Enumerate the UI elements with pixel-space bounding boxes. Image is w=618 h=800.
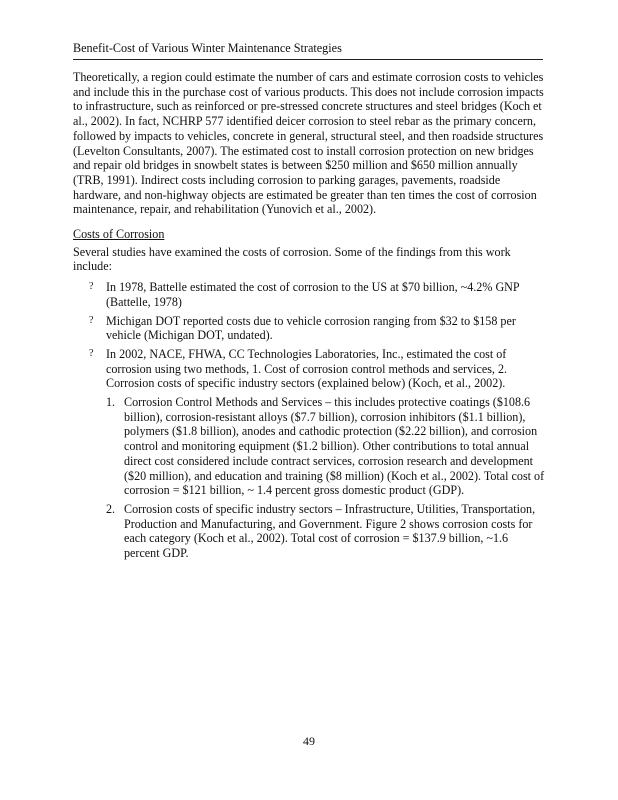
bullet-glyph: ? xyxy=(89,281,94,293)
sublist-item-text: Corrosion costs of specific industry sectors – Infrastructure, Utilities, Transportation, Production and Manufacturing, and Government. Figure 2 shows corrosion costs for each category (Koch et al., 2002). Total cost of corrosion = $137.9 billion, ~1.6 percent GDP. xyxy=(124,501,536,561)
section-heading: Costs of Corrosion xyxy=(73,227,165,242)
page-content xyxy=(73,70,545,565)
section-intro: Several studies have examined the costs of corrosion. Some of the findings from this work include: xyxy=(73,244,511,274)
sublist-number: 1. xyxy=(106,395,116,410)
sublist-number: 2. xyxy=(106,501,116,516)
sublist-item-text: Corrosion Control Methods and Services – this includes protective coatings ($108.6 billion), corrosion-resistant alloys ($7.7 billion), corrosion inhibitors ($1.1 billion), polymers ($1.8 billion), anodes and cathodic protection ($2.22 billion), and corrosion control and monitoring equipment ($1.2 billion). Other contributions to total annual direct cost considered include contract services, corrosion research and development ($20 million), and education and training ($8 million) (Koch et al., 2002). Total cost of corrosion = $121 billion, ~ 1.4 percent gross domestic product (GDP). xyxy=(124,395,545,498)
numbered-sublist xyxy=(106,395,545,561)
sublist-item xyxy=(106,502,545,561)
page-number: 49 xyxy=(303,734,315,748)
running-header: Benefit-Cost of Various Winter Maintenance Strategies xyxy=(73,41,543,60)
findings-list xyxy=(73,280,545,561)
list-item-text: In 2002, NACE, FHWA, CC Technologies Laboratories, Inc., estimated the cost of corrosion using two methods, 1. Cost of corrosion control methods and services, 2. Corrosion costs of specific industry sectors (explained below) (Koch, et al., 2002). xyxy=(106,346,508,391)
list-item-text: Michigan DOT reported costs due to vehicle corrosion ranging from $32 to $158 per vehicle (Michigan DOT, undated). xyxy=(106,313,516,343)
sublist-item xyxy=(106,395,545,498)
body-paragraph: Theoretically, a region could estimate the number of cars and estimate corrosion costs to vehicles and include this in the purchase cost of various products. This does not include corrosion impacts to infrastructure, such as reinforced or pre-stressed concrete structures and steel bridges (Koch et al., 2002). In fact, NCHRP 577 identified deicer corrosion to steel rebar as the primary concern, followed by impacts to vehicles, concrete in general, structural steel, and then roadside structures (Levelton Consultants, 2007). The estimated cost to install corrosion protection on new bridges and repair old bridges in snowbelt states is between $250 million and $650 million annually (TRB, 1991). Indirect costs including corrosion to parking garages, pavements, roadside hardware, and non-highway objects are estimated be greater than ten times the cost of corrosion maintenance, repair, and rehabilitation (Yunovich et al., 2002). xyxy=(73,70,544,217)
list-item xyxy=(73,314,545,343)
list-item-text: In 1978, Battelle estimated the cost of corrosion to the US at $70 billion, ~4.2% GNP (Battelle, 1978) xyxy=(106,280,520,309)
list-item xyxy=(73,347,545,561)
bullet-glyph: ? xyxy=(89,314,94,326)
list-item xyxy=(73,280,545,309)
bullet-glyph: ? xyxy=(89,347,94,359)
